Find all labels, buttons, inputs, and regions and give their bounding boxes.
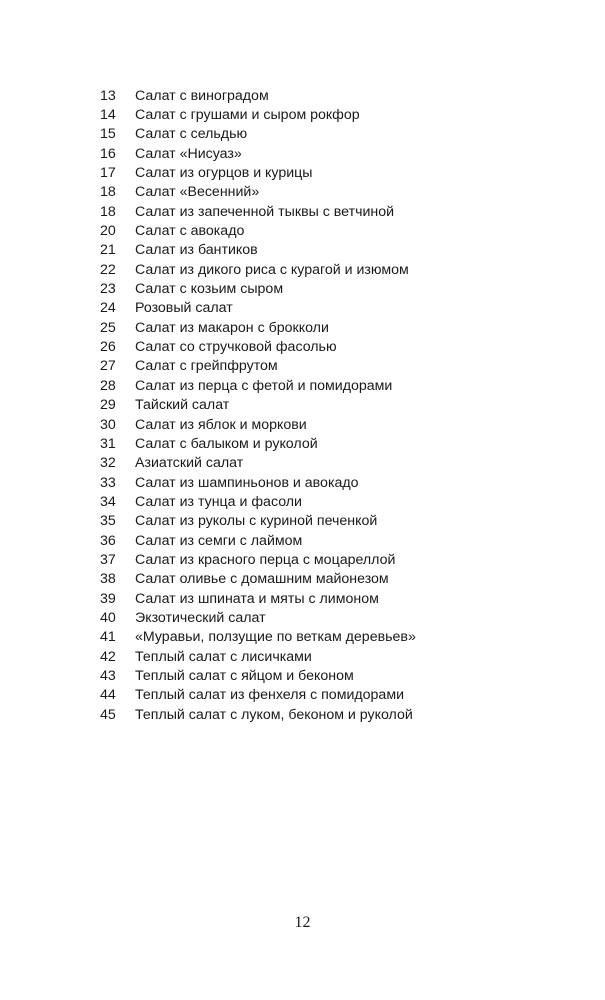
toc-entry bbox=[100, 531, 416, 550]
toc-title: Салат из перца с фетой и помидорами bbox=[135, 377, 393, 394]
toc-page-number: 37 bbox=[100, 551, 116, 568]
toc-entry bbox=[100, 163, 416, 182]
toc-entry bbox=[100, 202, 416, 221]
toc-page-number: 41 bbox=[100, 629, 116, 646]
toc-title: Салат из семги с лаймом bbox=[135, 532, 303, 549]
toc-title: Теплый салат с лисичками bbox=[135, 648, 312, 665]
toc-entry bbox=[100, 221, 416, 240]
toc-entry bbox=[100, 570, 416, 589]
toc-entry bbox=[100, 434, 416, 453]
toc-entry bbox=[100, 299, 416, 318]
toc-entry bbox=[100, 454, 416, 473]
toc-entry bbox=[100, 647, 416, 666]
toc-page-number: 31 bbox=[100, 435, 116, 452]
toc-page-number: 43 bbox=[100, 667, 116, 684]
toc-page-number: 38 bbox=[100, 571, 116, 588]
toc-page-number: 45 bbox=[100, 706, 116, 723]
toc-page-number: 17 bbox=[100, 165, 116, 182]
toc-title: Салат из руколы с куриной печенкой bbox=[135, 513, 378, 530]
toc-entry bbox=[100, 144, 416, 163]
toc-title: «Муравьи, ползущие по веткам деревьев» bbox=[135, 629, 416, 646]
toc-entry bbox=[100, 125, 416, 144]
toc-title: Салат из запеченной тыквы с ветчиной bbox=[135, 203, 395, 220]
toc-page-number: 39 bbox=[100, 590, 116, 607]
toc-entry bbox=[100, 279, 416, 298]
toc-page-number: 27 bbox=[100, 358, 116, 375]
toc-entry bbox=[100, 686, 416, 705]
toc-entry bbox=[100, 473, 416, 492]
toc-page-number: 21 bbox=[100, 242, 116, 259]
toc-page-number: 24 bbox=[100, 300, 116, 317]
toc-entry bbox=[100, 337, 416, 356]
toc-title: Розовый салат bbox=[135, 300, 233, 317]
toc-entry bbox=[100, 628, 416, 647]
toc-title: Салат с грушами и сыром рокфор bbox=[135, 107, 360, 124]
toc-entry bbox=[100, 415, 416, 434]
toc-title: Салат со стручковой фасолью bbox=[135, 339, 337, 356]
toc-title: Салат из шампиньонов и авокадо bbox=[135, 474, 359, 491]
toc-page-number: 22 bbox=[100, 261, 116, 278]
toc-title: Салат из бантиков bbox=[135, 242, 258, 259]
toc-entry bbox=[100, 492, 416, 511]
toc-title: Тайский салат bbox=[135, 397, 230, 414]
toc-entry bbox=[100, 396, 416, 415]
toc-entry bbox=[100, 376, 416, 395]
toc-page-number: 40 bbox=[100, 609, 116, 626]
toc-page-number: 29 bbox=[100, 397, 116, 414]
toc-page-number: 25 bbox=[100, 319, 116, 336]
toc-entry bbox=[100, 512, 416, 531]
toc-title: Салат с балыком и руколой bbox=[135, 435, 318, 452]
toc-page-number: 42 bbox=[100, 648, 116, 665]
toc-entry bbox=[100, 241, 416, 260]
toc-entry bbox=[100, 550, 416, 569]
toc-title: Салат из красного перца с моцареллой bbox=[135, 551, 396, 568]
toc-title: Салат с сельдью bbox=[135, 126, 248, 143]
toc-page-number: 28 bbox=[100, 377, 116, 394]
toc-page-number: 15 bbox=[100, 126, 116, 143]
toc-title: Азиатский салат bbox=[135, 455, 244, 472]
toc-title: Теплый салат из фенхеля с помидорами bbox=[135, 687, 405, 704]
toc-page-number: 33 bbox=[100, 474, 116, 491]
table-of-contents bbox=[100, 86, 416, 724]
toc-entry bbox=[100, 666, 416, 685]
toc-title: Салат «Весенний» bbox=[135, 184, 260, 201]
toc-page-number: 34 bbox=[100, 493, 116, 510]
toc-title: Салат из яблок и моркови bbox=[135, 416, 307, 433]
toc-title: Салат с авокадо bbox=[135, 223, 245, 240]
toc-page-number: 16 bbox=[100, 145, 116, 162]
toc-entry bbox=[100, 589, 416, 608]
toc-page-number: 44 bbox=[100, 687, 116, 704]
toc-page-number: 13 bbox=[100, 87, 116, 104]
toc-title: Салат «Нисуаз» bbox=[135, 145, 242, 162]
toc-page-number: 23 bbox=[100, 281, 116, 298]
toc-title: Салат из дикого риса с курагой и изюмом bbox=[135, 261, 409, 278]
toc-page-number: 18 bbox=[100, 203, 116, 220]
toc-entry bbox=[100, 105, 416, 124]
toc-title: Теплый салат с луком, беконом и руколой bbox=[135, 706, 413, 723]
toc-title: Салат из макарон с брокколи bbox=[135, 319, 329, 336]
toc-page-number: 35 bbox=[100, 513, 116, 530]
toc-title: Салат оливье с домашним майонезом bbox=[135, 571, 389, 588]
toc-entry bbox=[100, 260, 416, 279]
toc-page-number: 20 bbox=[100, 223, 116, 240]
toc-page-number: 14 bbox=[100, 107, 116, 124]
toc-entry bbox=[100, 357, 416, 376]
page-number: 12 bbox=[294, 914, 311, 931]
toc-title: Теплый салат с яйцом и беконом bbox=[135, 667, 354, 684]
toc-page-number: 26 bbox=[100, 339, 116, 356]
toc-page-number: 18 bbox=[100, 184, 116, 201]
toc-entry bbox=[100, 318, 416, 337]
toc-page-number: 36 bbox=[100, 532, 116, 549]
toc-title: Салат из шпината и мяты с лимоном bbox=[135, 590, 379, 607]
toc-title: Экзотический салат bbox=[135, 609, 266, 626]
toc-page-number: 32 bbox=[100, 455, 116, 472]
toc-entry bbox=[100, 608, 416, 627]
toc-page-number: 30 bbox=[100, 416, 116, 433]
toc-entry bbox=[100, 183, 416, 202]
toc-title: Салат из огурцов и курицы bbox=[135, 165, 313, 182]
toc-title: Салат с грейпфрутом bbox=[135, 358, 278, 375]
toc-entry bbox=[100, 705, 416, 724]
toc-title: Салат с козьим сыром bbox=[135, 281, 284, 298]
toc-entry bbox=[100, 86, 416, 105]
toc-title: Салат из тунца и фасоли bbox=[135, 493, 302, 510]
toc-title: Салат с виноградом bbox=[135, 87, 269, 104]
